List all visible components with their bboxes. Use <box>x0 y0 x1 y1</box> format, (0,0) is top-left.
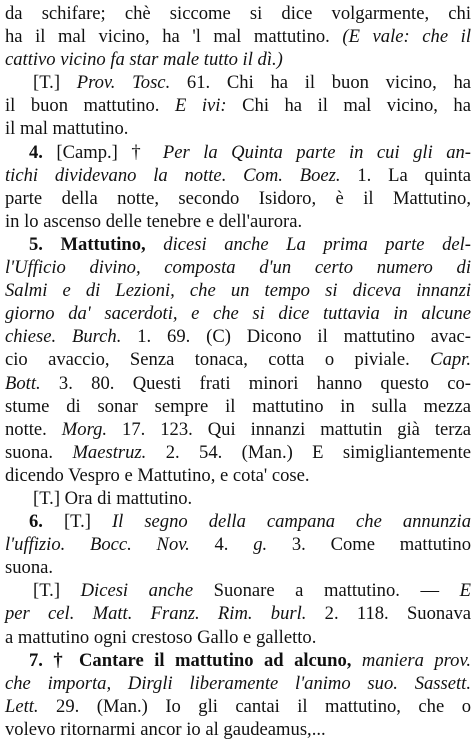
text-segment: suona. <box>5 557 54 579</box>
text-segment: (E vale: che il <box>342 26 471 48</box>
text-segment: [Camp.] † <box>56 141 163 163</box>
text-segment: in lo ascenso delle tenebre e dell'aurora. <box>5 210 303 232</box>
text-line <box>5 372 471 395</box>
text-line <box>5 556 471 579</box>
text-line <box>5 302 471 325</box>
text-segment: maniera prov. <box>351 649 471 671</box>
text-line <box>5 602 471 625</box>
text-segment: g. <box>253 534 268 556</box>
text-segment: [T.] <box>63 511 112 533</box>
text-segment: 2. 54. (Man.) E simigliantemente <box>146 441 471 463</box>
text-line <box>5 464 471 487</box>
text-line <box>5 672 471 695</box>
text-segment: l'uffizio. Bocc. Nov. <box>5 534 190 556</box>
dictionary-page <box>5 2 471 741</box>
text-segment: Per la Quinta parte in cui gli an- <box>162 141 471 163</box>
text-line <box>5 48 471 71</box>
text-line <box>5 2 471 25</box>
text-segment: Dicesi anche <box>80 580 194 602</box>
text-line <box>5 649 471 672</box>
text-segment: dicendo Vespro e Mattutino, e cota' cose. <box>5 464 310 486</box>
text-segment: 1. 69. (C) Dicono il mattutino avac- <box>121 326 471 348</box>
text-segment: Salmi e di Lezioni, che un tempo si diceva innanzi <box>5 280 471 302</box>
text-segment: Bott. <box>5 372 41 394</box>
text-segment: 6. <box>29 511 64 533</box>
text-line <box>5 71 471 94</box>
text-line <box>5 256 471 279</box>
text-segment: 29. (Man.) Io gli cantai il mattutino, che o <box>38 695 471 717</box>
text-segment: E <box>459 580 472 602</box>
text-segment: notte. <box>5 418 62 440</box>
text-segment: Prov. Tosc. <box>76 72 171 94</box>
text-line <box>5 117 471 140</box>
text-segment: 2. 118. Suonava <box>306 603 471 625</box>
text-segment: cattivo vicino fa star male tutto il dì.) <box>5 49 283 71</box>
text-line <box>5 579 471 602</box>
text-segment: dicesi anche La prima parte del- <box>145 233 472 255</box>
text-segment: Il segno della campana che annunzia <box>111 511 472 533</box>
text-segment: 5. Mattutino, <box>29 233 146 255</box>
text-line <box>5 487 471 510</box>
text-line <box>5 418 471 441</box>
text-line <box>5 718 471 741</box>
text-segment: 1. La quinta <box>340 164 471 186</box>
text-segment: 61. Chi ha il buon vicino, ha <box>170 72 471 94</box>
text-segment: 3. Come mattutino <box>267 534 471 556</box>
text-segment: Morg. <box>61 418 108 440</box>
text-segment: [T.] <box>33 580 81 602</box>
text-line <box>5 141 471 164</box>
text-segment: Capr. <box>430 349 471 371</box>
text-segment: 3. 80. Questi frati minori hanno questo co- <box>40 372 471 394</box>
text-segment: giorno da' sacerdoti, e che si dice tuttavia in alcune <box>5 303 471 325</box>
text-line <box>5 279 471 302</box>
text-segment: a mattutino ogni crestoso Gallo e galletto. <box>5 626 317 648</box>
text-segment: per cel. Matt. Franz. Rim. burl. <box>5 603 307 625</box>
text-segment: 7. † Cantare il mattutino ad alcuno, <box>29 649 352 671</box>
text-line <box>5 325 471 348</box>
text-segment: tichi dividevano la notte. Com. Boez. <box>5 164 341 186</box>
text-segment: E ivi: <box>174 95 227 117</box>
text-segment: volevo ritornarmi ancor io al gaudeamus,... <box>5 718 326 740</box>
text-segment: parte della notte, secondo Isidoro, è il Mattutino, <box>5 187 471 209</box>
text-segment: il mal mattutino. <box>5 118 129 140</box>
text-segment: che importa, Dirgli liberamente l'animo suo. Sassett. <box>5 672 471 694</box>
text-segment: l'Ufficio divino, composta d'un certo numero di <box>5 257 471 279</box>
text-line <box>5 94 471 117</box>
text-line <box>5 533 471 556</box>
text-line <box>5 233 471 256</box>
text-line <box>5 626 471 649</box>
text-segment: cio avaccio, Senza tonaca, cotta o piviale. <box>5 349 431 371</box>
text-line <box>5 395 471 418</box>
text-line <box>5 164 471 187</box>
text-segment: Suonare a mattutino. — <box>193 580 460 602</box>
text-segment: Maestruz. <box>72 441 147 463</box>
text-segment: ha il mal vicino, ha 'l mal mattutino. <box>5 26 343 48</box>
text-line <box>5 510 471 533</box>
text-segment: chiese. Burch. <box>5 326 122 348</box>
text-line <box>5 348 471 371</box>
text-segment: il buon mattutino. <box>5 95 175 117</box>
text-segment: 17. 123. Qui innanzi mattutin già terza <box>107 418 471 440</box>
text-line <box>5 695 471 718</box>
text-segment: [T.] <box>33 72 77 94</box>
text-segment: Lett. <box>5 695 39 717</box>
text-line <box>5 187 471 210</box>
text-line <box>5 25 471 48</box>
text-segment: suona. <box>5 441 73 463</box>
text-line <box>5 210 471 233</box>
text-segment: 4. <box>29 141 57 163</box>
text-segment: 4. <box>189 534 254 556</box>
text-segment: [T.] Ora di mattutino. <box>33 487 193 509</box>
text-segment: Chi ha il mal vicino, ha <box>226 95 471 117</box>
text-segment: stume di sonar sempre il mattutino in sulla mezza <box>5 395 471 417</box>
text-segment: da schifare; chè siccome si dice volgarmente, chi <box>5 3 471 24</box>
text-line <box>5 441 471 464</box>
